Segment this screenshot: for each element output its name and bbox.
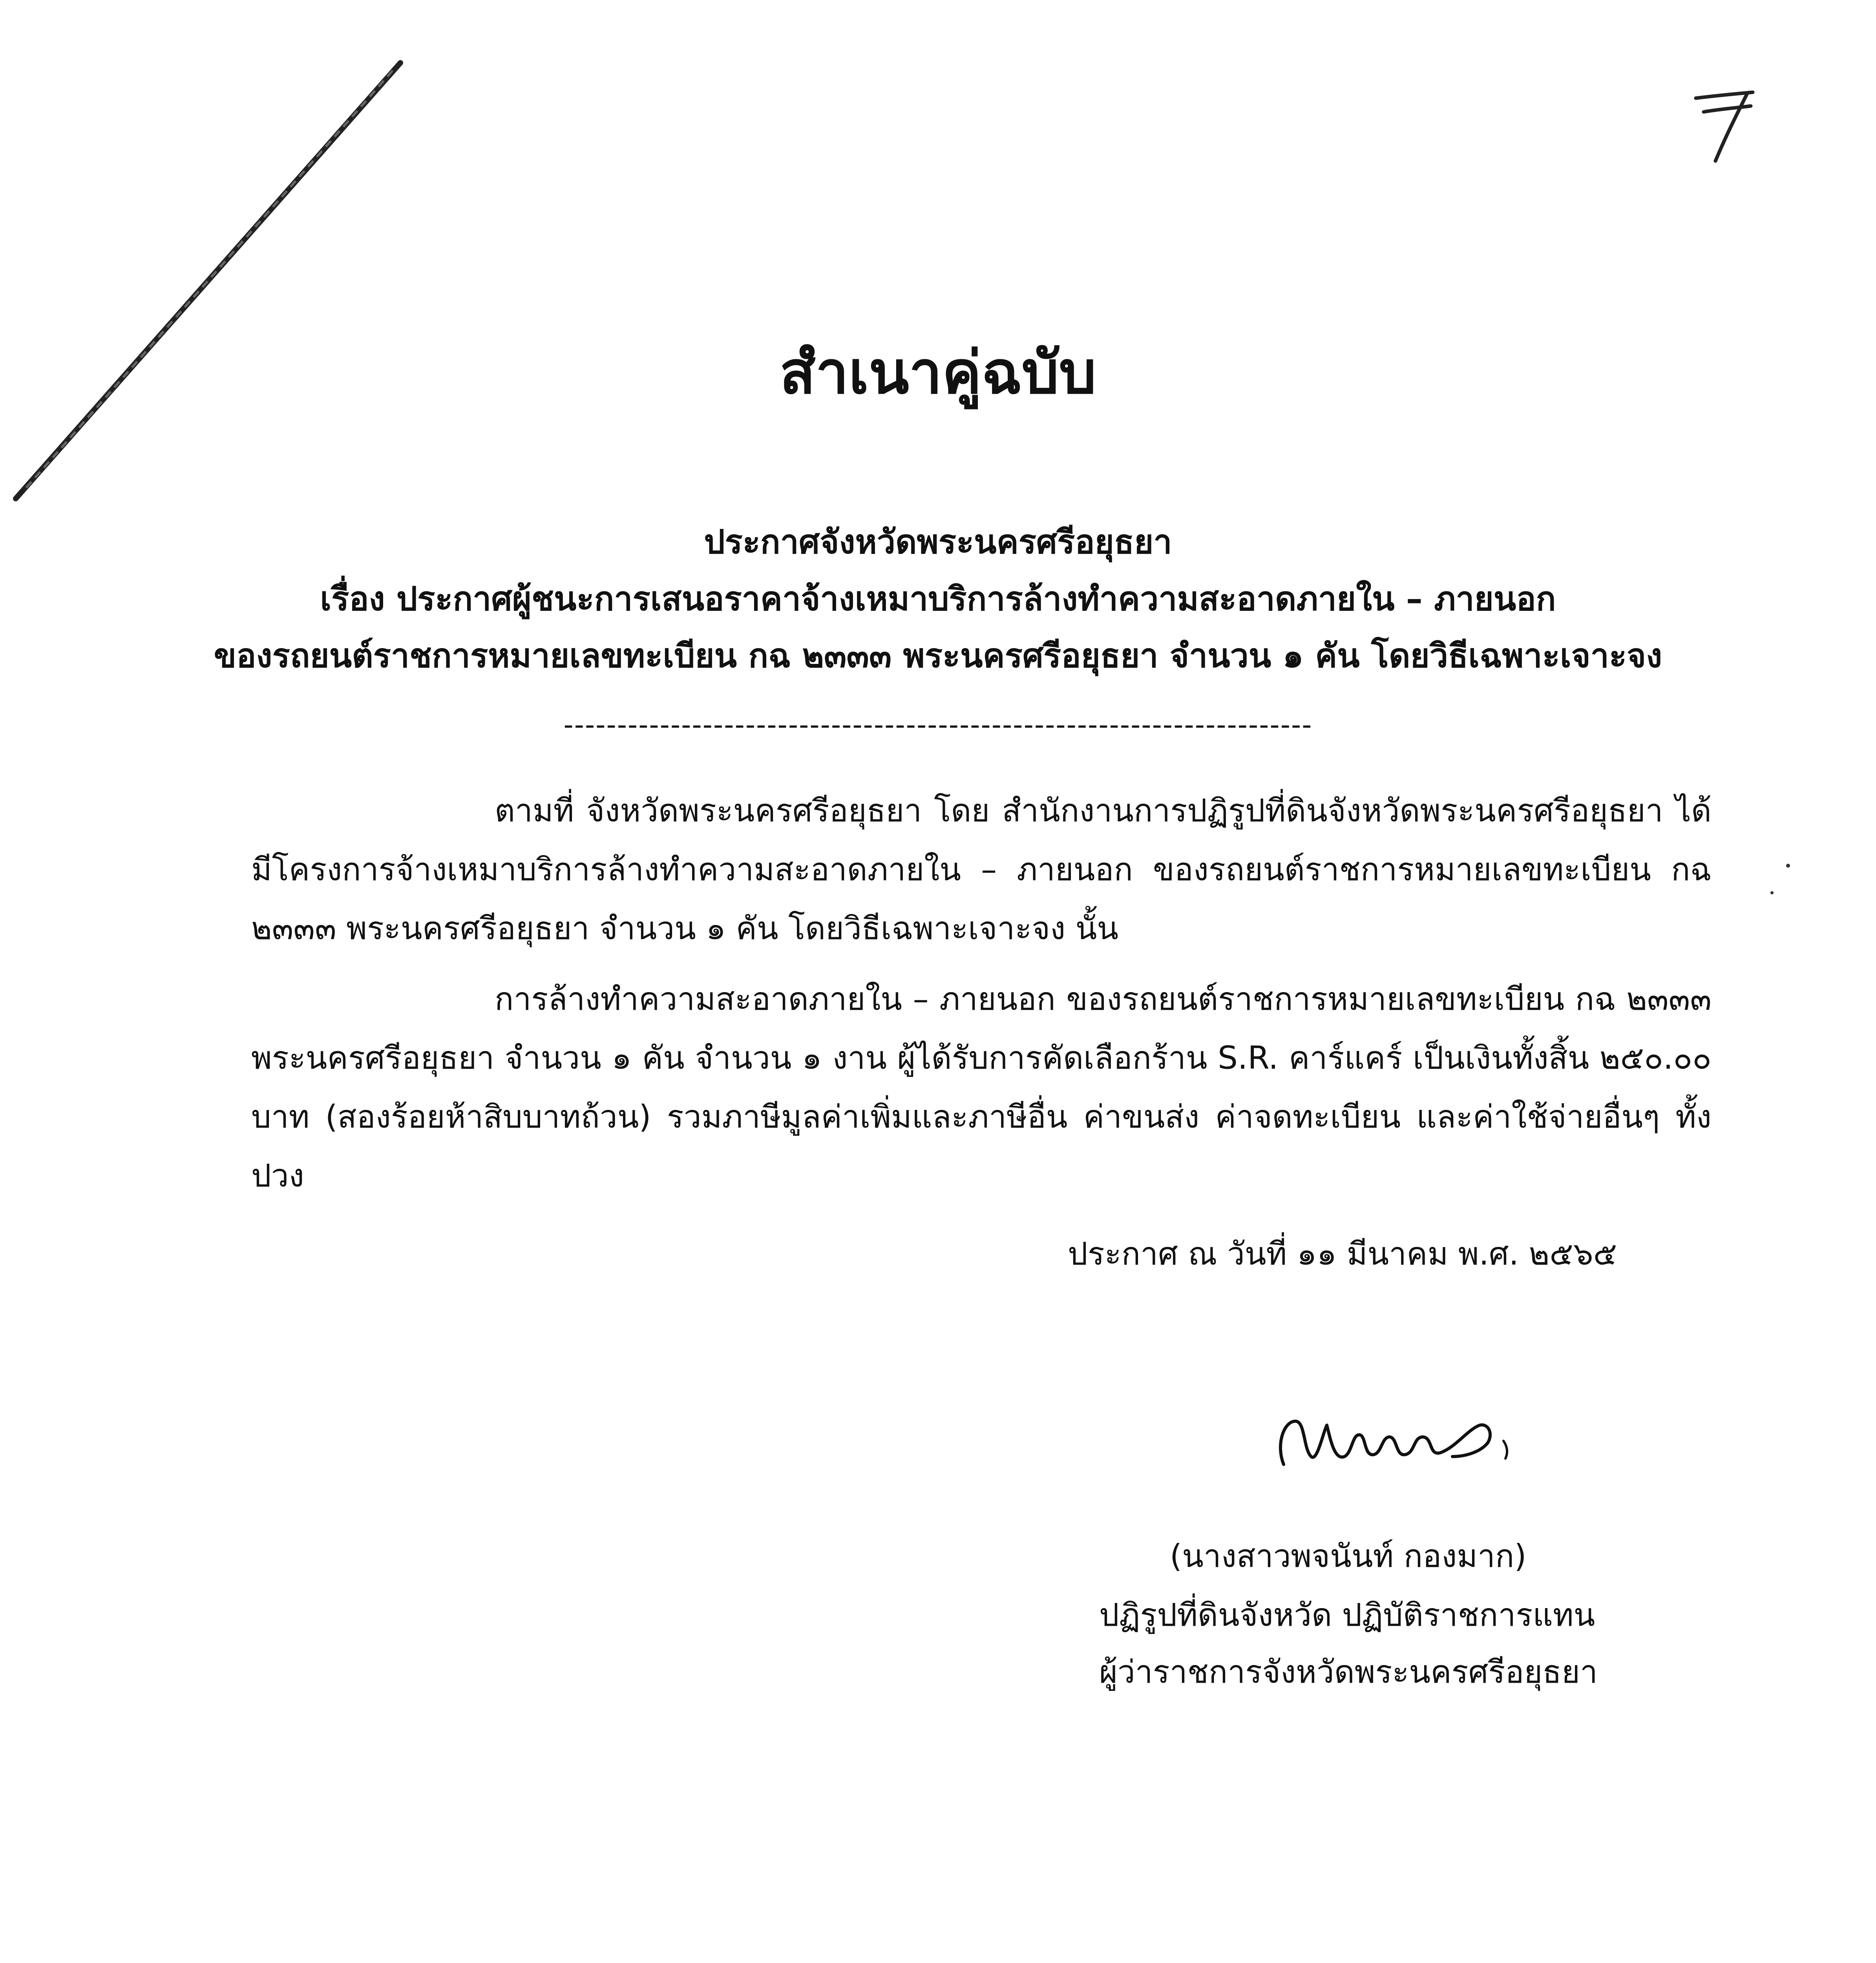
copy-stamp-title: สำเนาคู่ฉบับ (780, 339, 1096, 407)
signer-name: (นางสาวพจนันท์ กองมาก) (1170, 1538, 1527, 1574)
body-paragraph-2: การล้างทำความสะอาดภายใน – ภายนอก ของรถยนต์ราชการหมายเลขทะเบียน กฉ ๒๓๓๓ พระนครศรีอยุธยา จำนวน ๑ คัน จำนวน ๑ งาน ผู้ได้รับการคัดเลือกร้าน S.R. คาร์แคร์ เป็นเงินทั้งสิ้น ๒๕๐.๐๐ บาท (สองร้อยห้าสิบบาทถ้วน) รวมภาษีมูลค่าเพิ่มและภาษีอื่น ค่าขนส่ง ค่าจดทะเบียน และค่าใช้จ่ายอื่นๆ ทั้งปวง (251, 981, 1712, 1194)
announcement-heading: ประกาศจังหวัดพระนครศรีอยุธยา (704, 523, 1172, 561)
heading-divider: ---------------------------------------------------------------------- (563, 709, 1313, 741)
body-paragraph-1: ตามที่ จังหวัดพระนครศรีอยุธยา โดย สำนักงานการปฏิรูปที่ดินจังหวัดพระนครศรีอยุธยา ได้มีโครงการจ้างเหมาบริการล้างทำความสะอาดภายใน – ภายนอก ของรถยนต์ราชการหมายเลขทะเบียน กฉ ๒๓๓๓ พระนครศรีอยุธยา จำนวน ๑ คัน โดยวิธีเฉพาะเจาะจง นั้น (251, 792, 1712, 947)
scan-streak (0, 0, 432, 518)
scan-speck (1770, 891, 1774, 894)
announcement-date: ประกาศ ณ วันที่ ๑๑ มีนาคม พ.ศ. ๒๕๖๕ (1068, 1236, 1617, 1272)
signer-title-continued: ผู้ว่าราชการจังหวัดพระนครศรีอยุธยา (1099, 1654, 1598, 1690)
announcement-subject-continued: ของรถยนต์ราชการหมายเลขทะเบียน กฉ ๒๓๓๓ พระนครศรีอยุธยา จำนวน ๑ คัน โดยวิธีเฉพาะเจาะจง (214, 636, 1662, 675)
announcement-subject: เรื่อง ประกาศผู้ชนะการเสนอราคาจ้างเหมาบริการล้างทำความสะอาดภายใน – ภายนอก (320, 579, 1556, 618)
signature (1268, 1398, 1543, 1488)
signer-title: ปฏิรูปที่ดินจังหวัด ปฏิบัติราชการแทน (1099, 1597, 1595, 1633)
handwritten-page-number (1688, 75, 1759, 165)
scan-speck (1786, 864, 1790, 868)
